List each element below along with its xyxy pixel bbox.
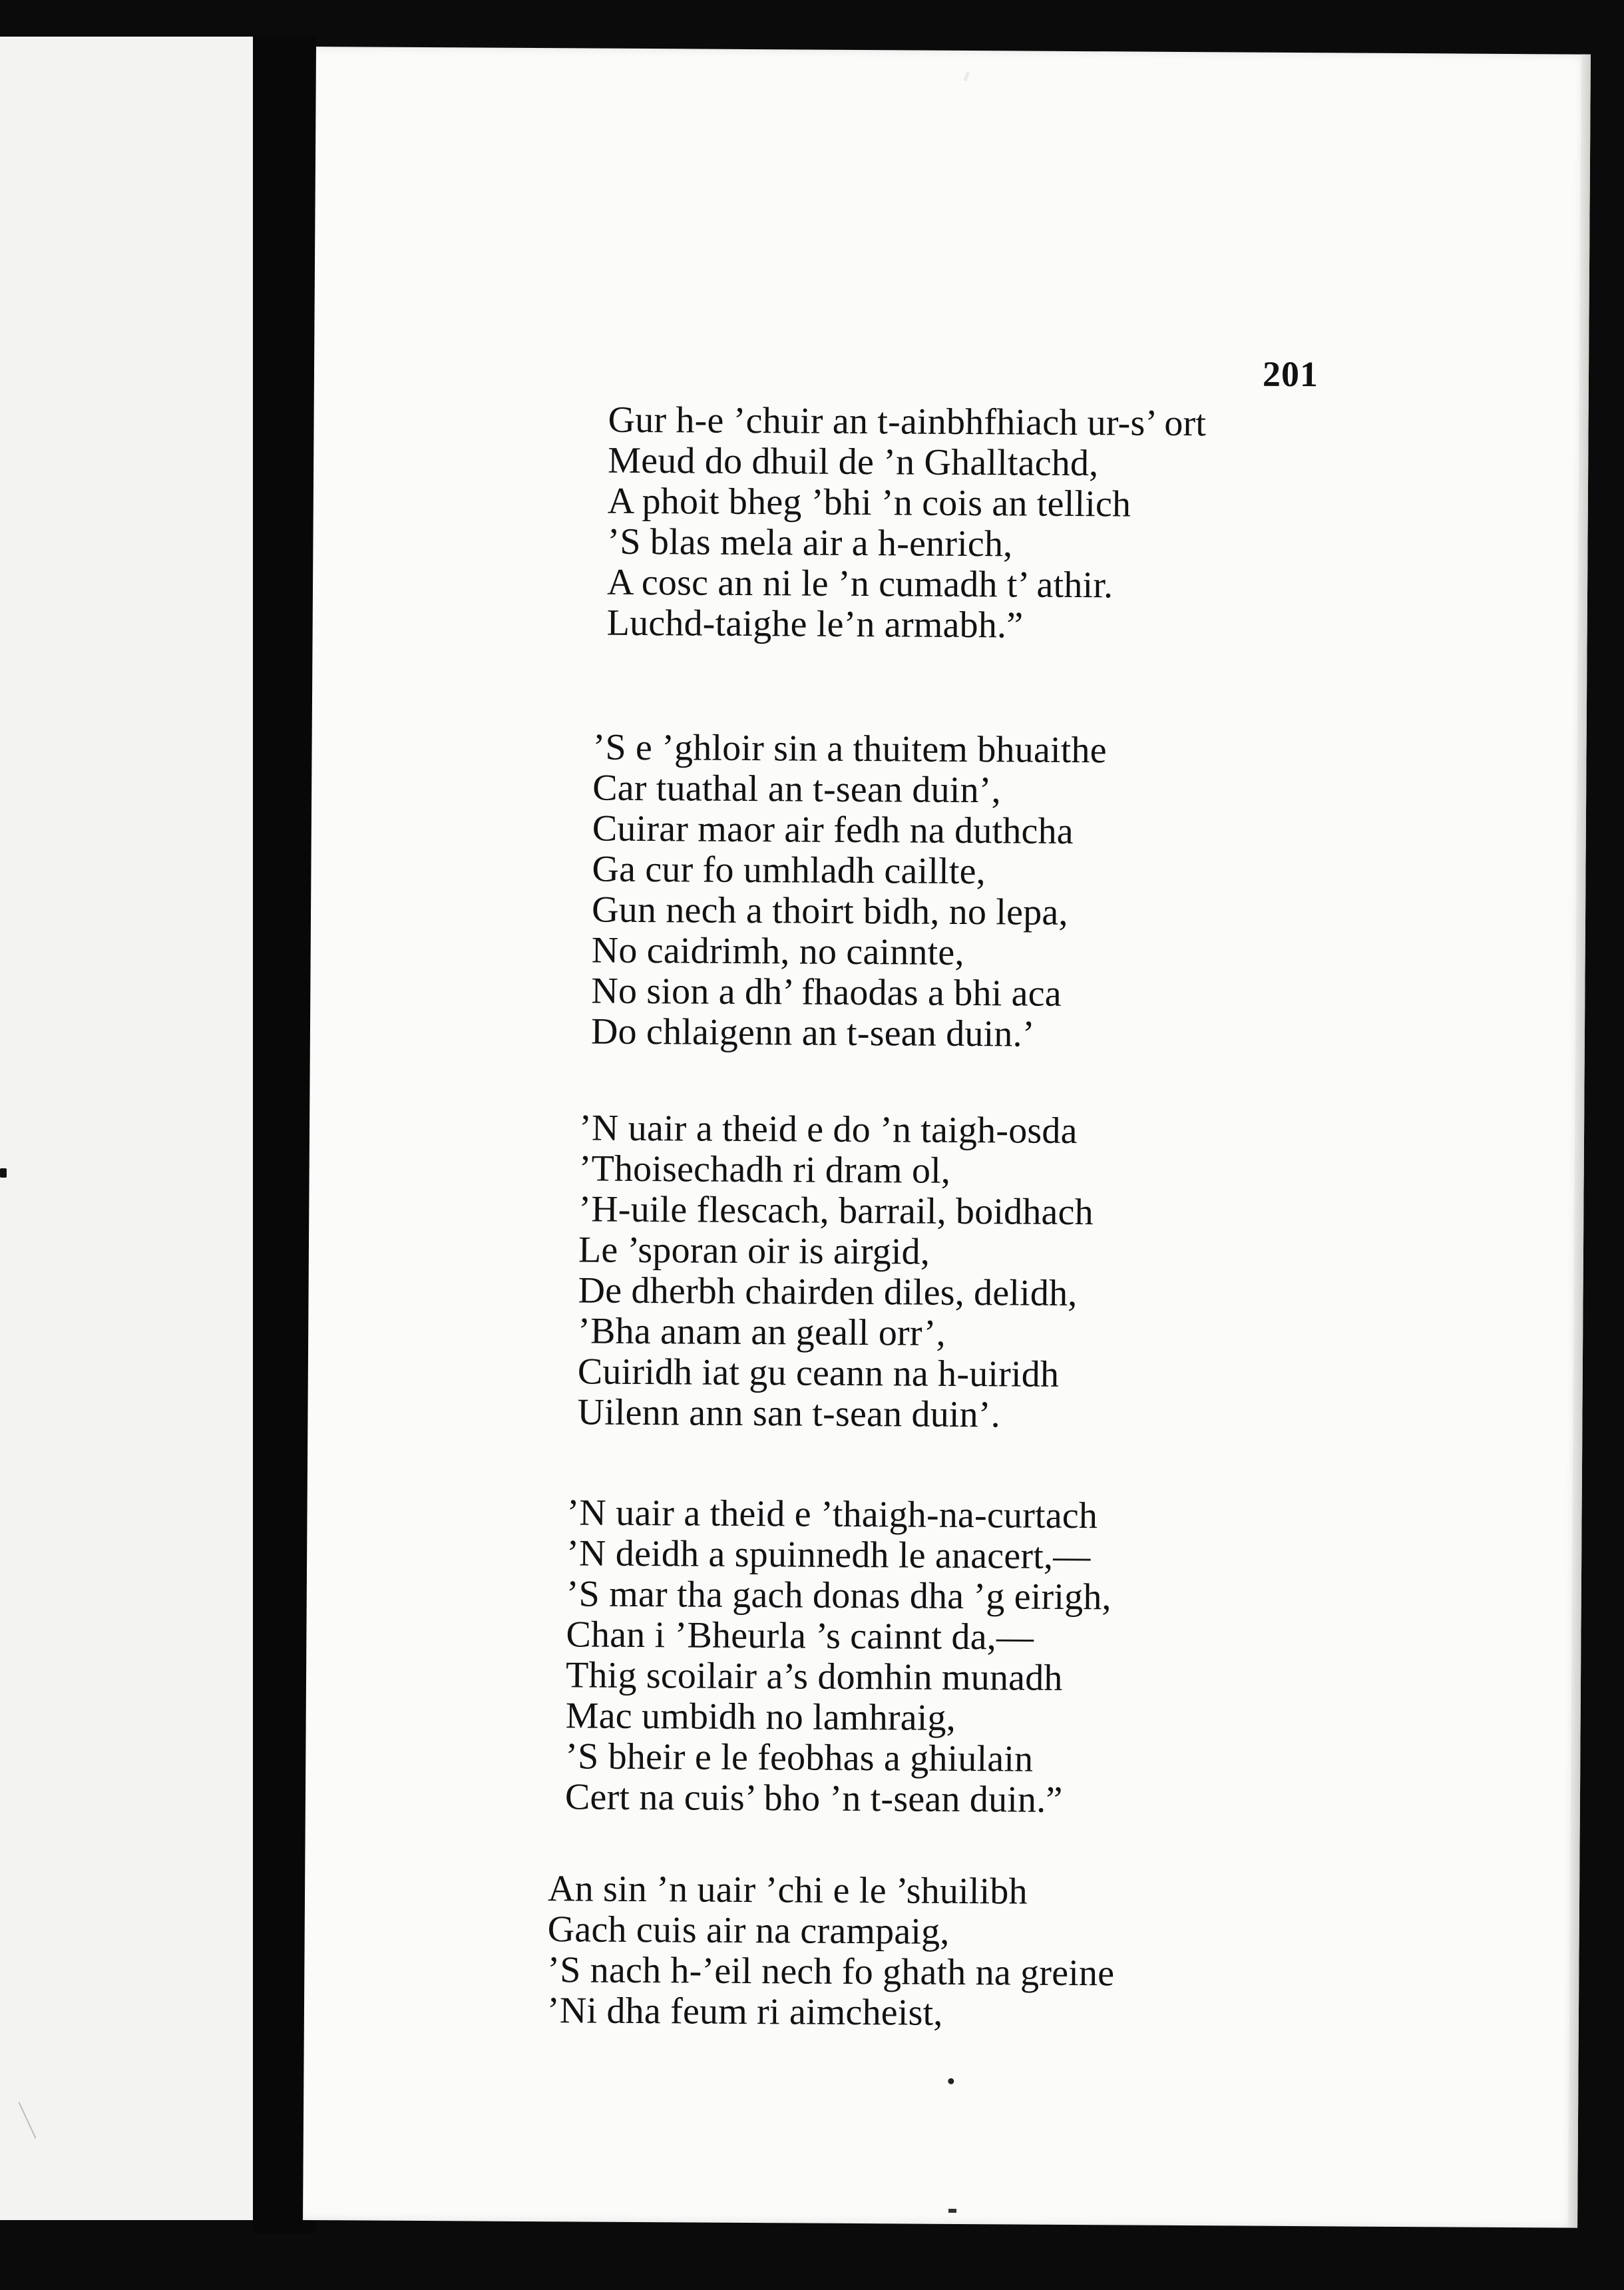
poem-line: Mac umbidh no lamhraig, — [565, 1695, 956, 1739]
stanza-5 — [547, 1869, 1115, 2034]
poem-body — [303, 47, 1591, 2228]
poem-line: ’N uair a theid e ’thaigh-na-curtach — [566, 1492, 1098, 1537]
poem-line: ’Thoisechadh ri dram ol, — [578, 1148, 951, 1192]
poem-line: ’S mar tha gach donas dha ’g eirigh, — [566, 1573, 1112, 1618]
poem-line: Gur h-e ’chuir an t-ainbhfhiach ur-s’ ort — [608, 399, 1207, 445]
stanza-3 — [577, 1108, 1094, 1436]
poem-line: ’S nach h-’eil nech fo ghath na greine — [547, 1949, 1115, 1994]
poem-line: ’H-uile flescach, barrail, boidhach — [578, 1188, 1094, 1234]
margin-tick — [18, 2102, 36, 2138]
book-page — [303, 47, 1591, 2228]
poem-line: Thig scoilair a’s domhin munadh — [565, 1654, 1063, 1699]
poem-line: ’S blas mela air a h-enrich, — [607, 521, 1013, 565]
stanza-2 — [591, 728, 1107, 1056]
poem-line: No caidrimh, no cainnte, — [591, 929, 964, 973]
stanza-4 — [565, 1492, 1112, 1821]
poem-line: Gun nech a thoirt bidh, no lepa, — [591, 889, 1068, 933]
poem-line: ’N uair a theid e do ’n taigh-osda — [578, 1107, 1078, 1152]
poem-line: Cert na cuis’ bho ’n t-sean duin.” — [564, 1776, 1063, 1821]
poem-line: ’S bheir e le feobhas a ghiulain — [565, 1735, 1034, 1780]
poem-line: Car tuathal an t-sean duin’, — [592, 767, 1002, 811]
previous-page-edge — [0, 37, 255, 2220]
poem-line: ’S e ’ghloir sin a thuitem bhuaithe — [592, 726, 1107, 772]
poem-line: Cuirar maor air fedh na duthcha — [592, 807, 1074, 852]
scan-edge-mark — [948, 2209, 956, 2213]
poem-line: A phoit bheg ’bhi ’n cois an tellich — [607, 480, 1131, 525]
poem-line: Do chlaigenn an t-sean duin.’ — [590, 1011, 1035, 1055]
poem-line: Le ’sporan oir is airgid, — [578, 1229, 930, 1273]
poem-line: An sin ’n uair ’chi e le ’shuilibh — [547, 1868, 1028, 1913]
poem-line: ’Ni dha feum ri aimcheist, — [546, 1990, 943, 2034]
poem-line: Gach cuis air na crampaig, — [547, 1909, 950, 1952]
poem-line: No sion a dh’ fhaodas a bhi aca — [591, 970, 1062, 1015]
poem-line: Chan i ’Bheurla ’s cainnt da,— — [566, 1614, 1034, 1658]
stanza-1 — [607, 400, 1207, 647]
page-number: 201 — [1262, 353, 1319, 395]
poem-line: ’Bha anam an geall orr’, — [578, 1310, 946, 1354]
poem-line: A cosc an ni le ’n cumadh t’ athir. — [606, 561, 1114, 606]
poem-line: Cuiridh iat gu ceann na h-uiridh — [577, 1351, 1060, 1395]
poem-line: Ga cur fo umhladh caillte, — [592, 848, 986, 893]
poem-line: De dherbh chairden diles, delidh, — [578, 1269, 1078, 1315]
poem-line: Luchd-taighe le’n armabh.” — [606, 602, 1024, 646]
ink-dot — [948, 2078, 954, 2084]
poem-line: Uilenn ann san t-sean duin’. — [577, 1391, 1001, 1436]
poem-line: ’N deidh a spuinnedh le anacert,— — [566, 1532, 1091, 1578]
poem-line: Meud do dhuil de ’n Ghalltachd, — [608, 439, 1099, 485]
margin-mark — [0, 1168, 7, 1178]
